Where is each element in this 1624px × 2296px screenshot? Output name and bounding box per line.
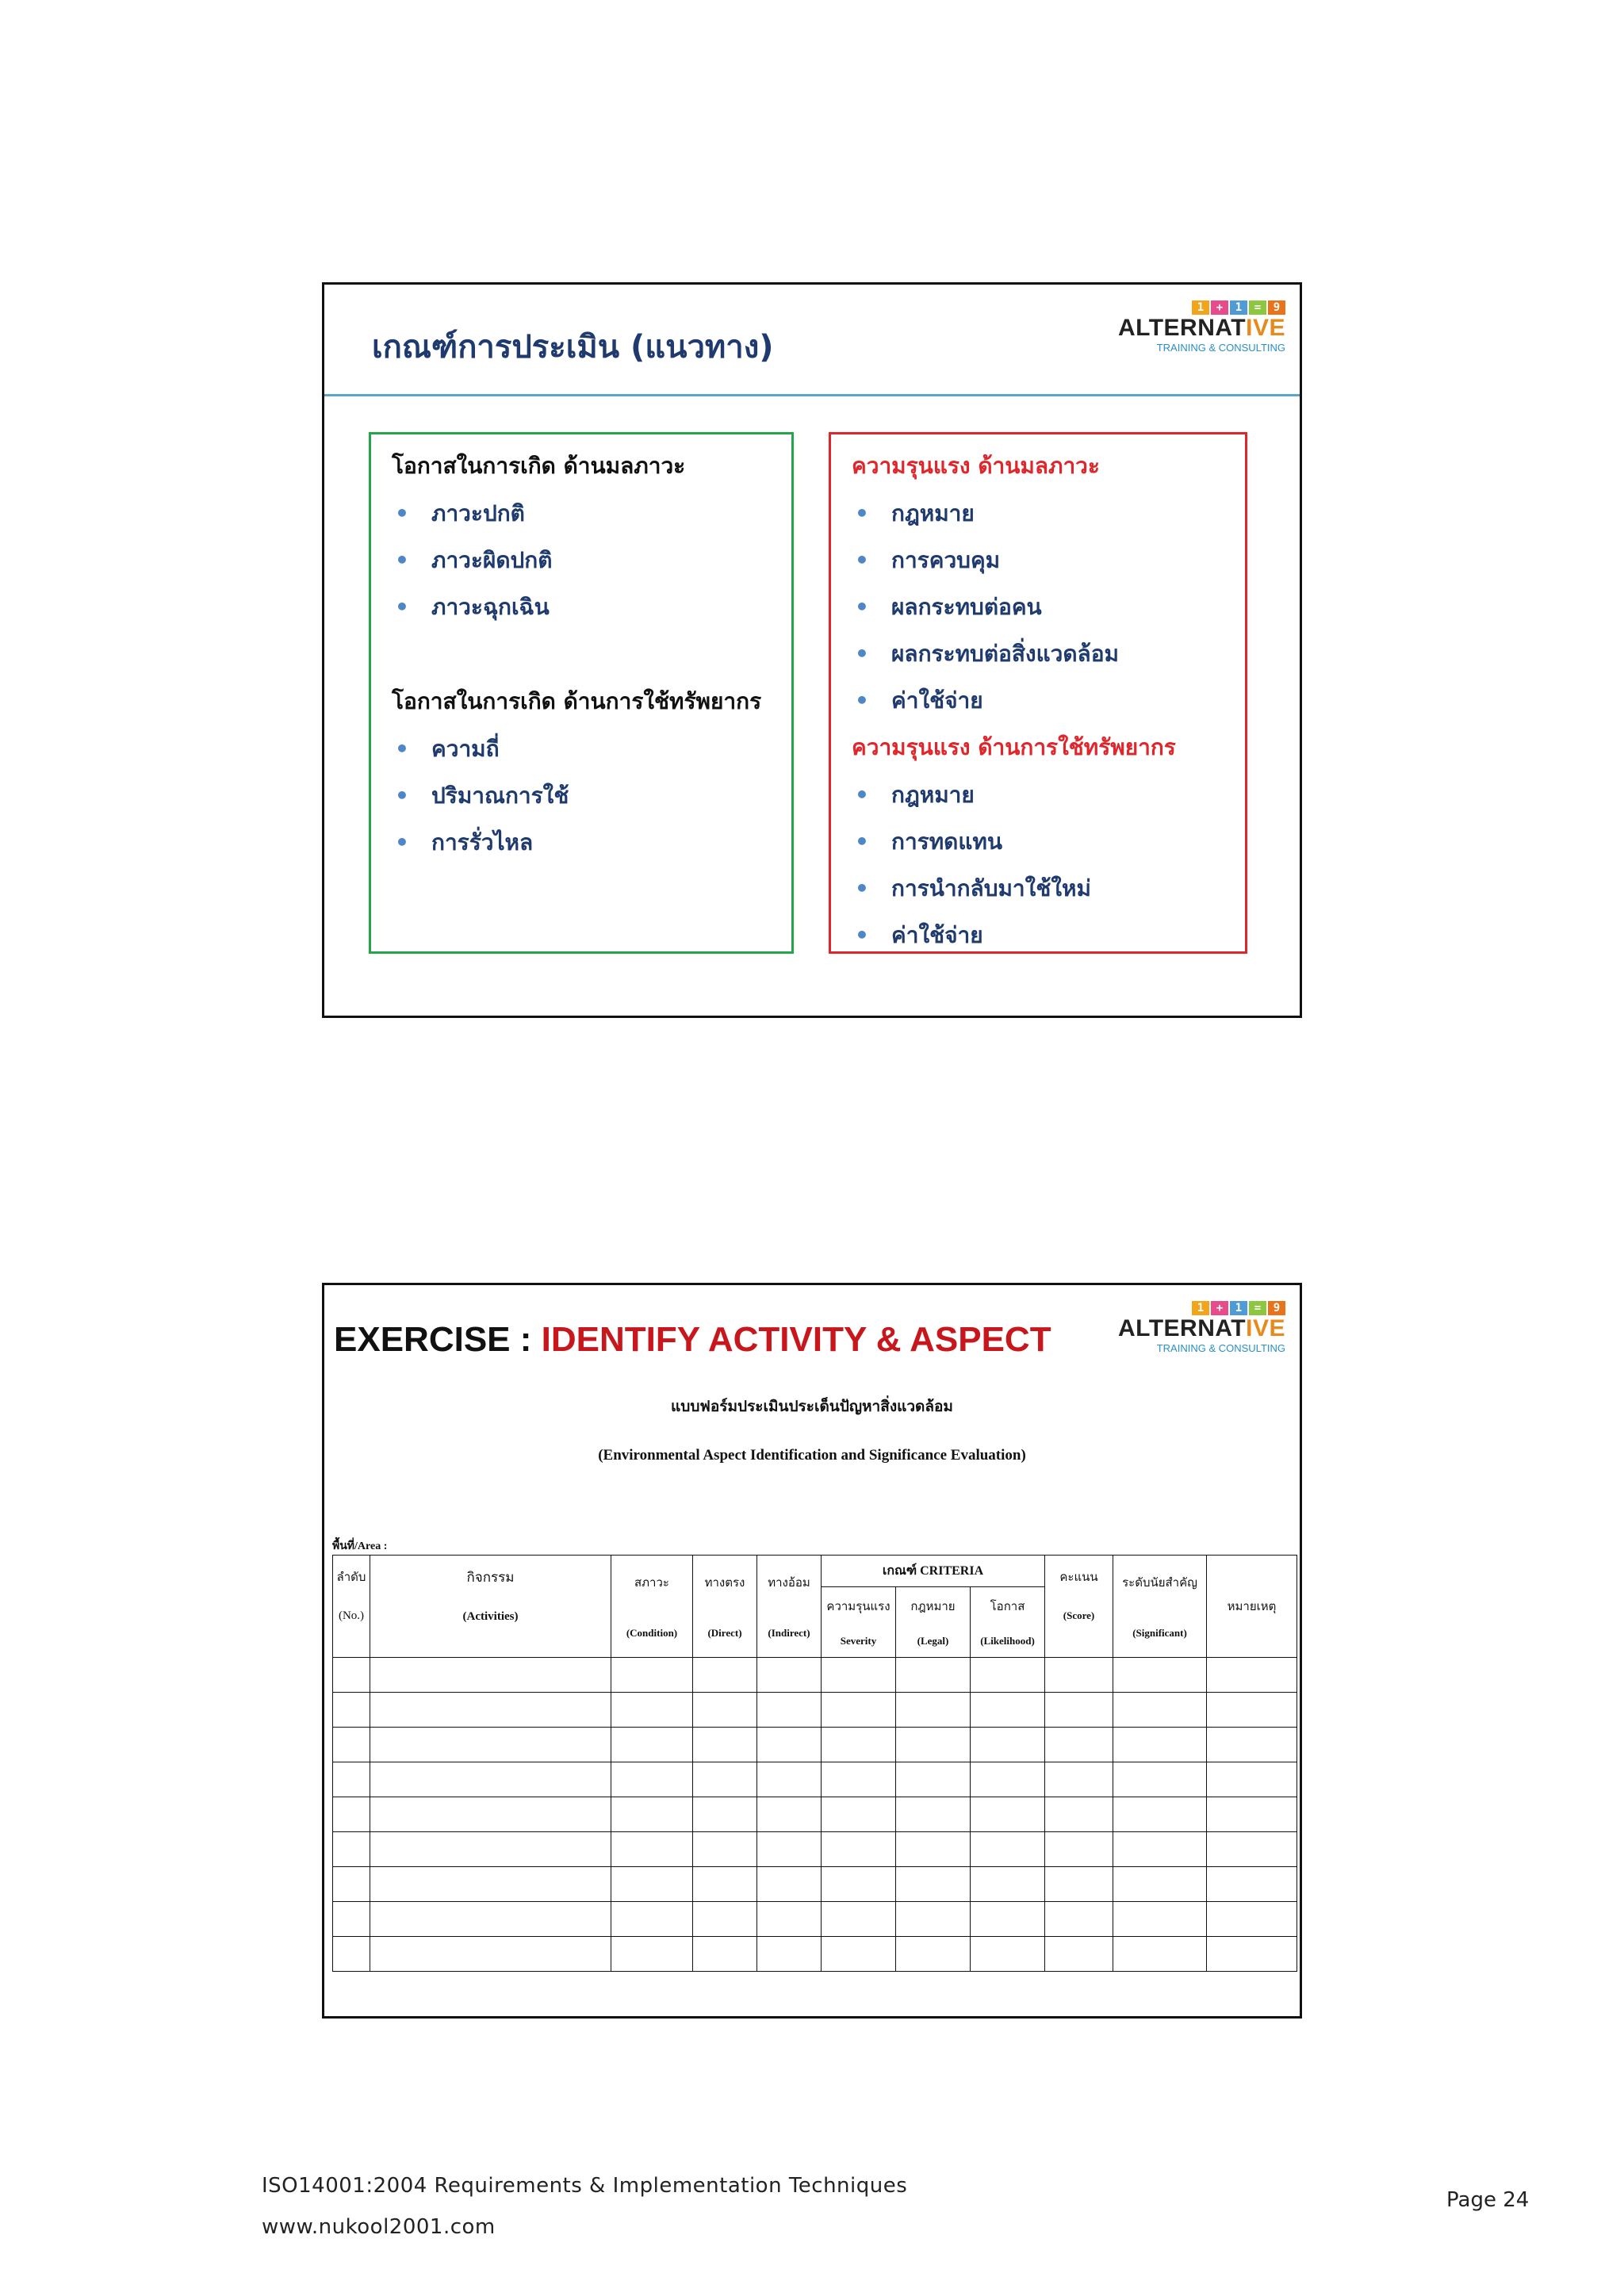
logo-block: + (1211, 1301, 1228, 1315)
logo-subtitle: TRAINING & CONSULTING (1156, 1342, 1285, 1354)
table-cell[interactable] (971, 1832, 1045, 1867)
table-cell[interactable] (896, 1902, 971, 1937)
bullet-icon: • (395, 594, 409, 620)
table-cell[interactable] (611, 1867, 693, 1902)
table-cell[interactable] (822, 1693, 896, 1728)
slide-title: เกณฑ์การประเมิน (แนวทาง) (372, 329, 774, 365)
col-header-score: คะแนน (Score) (1045, 1556, 1113, 1658)
table-cell[interactable] (693, 1728, 757, 1762)
logo-block: = (1249, 1301, 1266, 1315)
table-cell[interactable] (333, 1693, 370, 1728)
col-header-legal: กฎหมาย (Legal) (896, 1587, 971, 1658)
table-cell[interactable] (611, 1728, 693, 1762)
list-item: • การทดแทน (852, 818, 1224, 865)
table-cell[interactable] (1045, 1728, 1113, 1762)
table-cell[interactable] (370, 1902, 611, 1937)
table-cell[interactable] (896, 1693, 971, 1728)
slide-evaluation-criteria (322, 282, 1302, 1018)
table-cell[interactable] (333, 1902, 370, 1937)
likelihood-box (369, 432, 794, 954)
bullet-icon: • (855, 922, 869, 948)
table-cell[interactable] (1045, 1658, 1113, 1693)
logo-wordmark: ALTERNATIVE (1117, 315, 1285, 341)
bullet-icon: • (855, 828, 869, 855)
table-cell[interactable] (971, 1902, 1045, 1937)
list-item: • กฎหมาย (852, 771, 1224, 818)
table-cell[interactable] (1207, 1902, 1297, 1937)
table-row (333, 1728, 1297, 1762)
table-cell[interactable] (896, 1797, 971, 1832)
table-row (333, 1867, 1297, 1902)
table-cell[interactable] (1113, 1902, 1207, 1937)
table-cell[interactable] (1045, 1867, 1113, 1902)
list-item: • การนำกลับมาใช้ใหม่ (852, 865, 1224, 912)
list-item: • การรั่วไหล (392, 819, 771, 866)
col-header-direct: ทางตรง (Direct) (693, 1556, 757, 1658)
col-header-condition: สภาวะ (Condition) (611, 1556, 693, 1658)
table-cell[interactable] (822, 1762, 896, 1797)
table-cell[interactable] (757, 1902, 822, 1937)
table-cell[interactable] (611, 1797, 693, 1832)
box-heading: ความรุนแรง ด้านมลภาวะ (852, 453, 1100, 479)
table-cell[interactable] (1045, 1832, 1113, 1867)
table-cell[interactable] (822, 1867, 896, 1902)
bullet-icon: • (855, 641, 869, 667)
table-cell[interactable] (1207, 1937, 1297, 1972)
list-item: • กฎหมาย (852, 490, 1224, 537)
bullet-icon: • (855, 687, 869, 714)
slide-exercise (322, 1283, 1302, 2019)
box-heading: โอกาสในการเกิด ด้านการใช้ทรัพยากร (392, 688, 762, 714)
table-cell[interactable] (896, 1867, 971, 1902)
table-cell[interactable] (1207, 1797, 1297, 1832)
logo-block: 9 (1268, 1301, 1285, 1315)
logo-wordmark: ALTERNATIVE (1117, 1315, 1285, 1341)
table-cell[interactable] (971, 1867, 1045, 1902)
list-item: • ปริมาณการใช้ (392, 772, 771, 819)
table-cell[interactable] (757, 1728, 822, 1762)
table-cell[interactable] (333, 1797, 370, 1832)
title-divider (324, 394, 1300, 396)
logo-block: 1 (1192, 1301, 1209, 1315)
col-header-criteria: เกณฑ์ CRITERIA (822, 1556, 1045, 1587)
table-row (333, 1658, 1297, 1693)
col-header-remark: หมายเหตุ (1207, 1556, 1297, 1658)
table-cell[interactable] (693, 1832, 757, 1867)
table-cell[interactable] (333, 1658, 370, 1693)
form-title-english: (Environmental Aspect Identification and Significance Evaluation) (598, 1447, 1026, 1464)
table-cell[interactable] (1207, 1658, 1297, 1693)
evaluation-form-table (332, 1555, 1297, 1972)
table-cell[interactable] (333, 1762, 370, 1797)
col-header-significant: ระดับนัยสำคัญ (Significant) (1113, 1556, 1207, 1658)
table-cell[interactable] (611, 1937, 693, 1972)
table-row (333, 1762, 1297, 1797)
table-row (333, 1797, 1297, 1832)
table-cell[interactable] (370, 1728, 611, 1762)
table-cell[interactable] (611, 1902, 693, 1937)
table-cell[interactable] (822, 1832, 896, 1867)
table-cell[interactable] (822, 1937, 896, 1972)
table-row (333, 1693, 1297, 1728)
table-cell[interactable] (693, 1762, 757, 1797)
table-cell[interactable] (971, 1797, 1045, 1832)
logo-block: 9 (1268, 300, 1285, 315)
table-cell[interactable] (1045, 1693, 1113, 1728)
table-cell[interactable] (611, 1832, 693, 1867)
bullet-icon: • (855, 594, 869, 620)
table-row (333, 1937, 1297, 1972)
table-cell[interactable] (822, 1797, 896, 1832)
table-cell[interactable] (1045, 1797, 1113, 1832)
logo-blocks (1192, 1301, 1285, 1315)
table-cell[interactable] (896, 1832, 971, 1867)
logo-block: 1 (1192, 300, 1209, 315)
bullet-icon: • (855, 500, 869, 526)
list-item: • การควบคุม (852, 537, 1224, 584)
table-cell[interactable] (971, 1693, 1045, 1728)
table-cell[interactable] (1113, 1867, 1207, 1902)
table-cell[interactable] (693, 1797, 757, 1832)
table-cell[interactable] (1207, 1762, 1297, 1797)
logo-block: + (1211, 300, 1228, 315)
table-cell[interactable] (971, 1728, 1045, 1762)
table-cell[interactable] (1113, 1797, 1207, 1832)
col-header-indirect: ทางอ้อม (Indirect) (757, 1556, 822, 1658)
table-cell[interactable] (333, 1867, 370, 1902)
table-cell[interactable] (1113, 1762, 1207, 1797)
table-cell[interactable] (333, 1832, 370, 1867)
table-cell[interactable] (1113, 1832, 1207, 1867)
table-cell[interactable] (611, 1762, 693, 1797)
table-cell[interactable] (333, 1937, 370, 1972)
bullet-icon: • (395, 736, 409, 762)
table-cell[interactable] (896, 1937, 971, 1972)
table-cell[interactable] (971, 1658, 1045, 1693)
form-body (333, 1658, 1297, 1972)
alternative-logo (1117, 300, 1285, 354)
bullet-icon: • (855, 547, 869, 573)
bullet-icon: • (855, 782, 869, 808)
col-header-no: ลำดับ (No.) (333, 1556, 370, 1658)
table-cell[interactable] (1113, 1937, 1207, 1972)
footer-website: www.nukool2001.com (262, 2215, 496, 2239)
table-cell[interactable] (757, 1867, 822, 1902)
table-cell[interactable] (370, 1658, 611, 1693)
severity-box (829, 432, 1247, 954)
area-label: พื้นที่/Area : (332, 1540, 388, 1552)
table-cell[interactable] (333, 1728, 370, 1762)
slide-title: EXERCISE : IDENTIFY ACTIVITY & ASPECT (334, 1320, 1051, 1359)
table-cell[interactable] (1113, 1693, 1207, 1728)
logo-blocks (1192, 300, 1285, 315)
table-cell[interactable] (370, 1937, 611, 1972)
table-cell[interactable] (693, 1658, 757, 1693)
logo-block: = (1249, 300, 1266, 315)
table-cell[interactable] (1207, 1867, 1297, 1902)
table-cell[interactable] (693, 1937, 757, 1972)
table-cell[interactable] (757, 1832, 822, 1867)
table-cell[interactable] (822, 1728, 896, 1762)
form-title-thai: แบบฟอร์มประเมินประเด็นปัญหาสิ่งแวดล้อม (671, 1398, 953, 1415)
table-cell[interactable] (757, 1797, 822, 1832)
table-cell[interactable] (757, 1658, 822, 1693)
list-item: • ภาวะฉุกเฉิน (392, 584, 771, 630)
table-cell[interactable] (611, 1693, 693, 1728)
table-cell[interactable] (757, 1937, 822, 1972)
table-cell[interactable] (1113, 1658, 1207, 1693)
table-cell[interactable] (822, 1658, 896, 1693)
table-cell[interactable] (1045, 1937, 1113, 1972)
table-cell[interactable] (370, 1797, 611, 1832)
list-item: • ภาวะผิดปกติ (392, 537, 771, 584)
table-cell[interactable] (896, 1658, 971, 1693)
list-item: • ค่าใช้จ่าย (852, 912, 1224, 959)
bullet-icon: • (395, 783, 409, 809)
table-cell[interactable] (693, 1867, 757, 1902)
col-header-severity: ความรุนแรง Severity (822, 1587, 896, 1658)
list-item: • ผลกระทบต่อสิ่งแวดล้อม (852, 630, 1224, 677)
logo-subtitle: TRAINING & CONSULTING (1156, 342, 1285, 354)
col-header-activities: กิจกรรม (Activities) (370, 1556, 611, 1658)
table-cell[interactable] (896, 1762, 971, 1797)
table-cell[interactable] (896, 1728, 971, 1762)
bullet-icon: • (395, 500, 409, 526)
table-cell[interactable] (1207, 1832, 1297, 1867)
table-cell[interactable] (1207, 1693, 1297, 1728)
table-cell[interactable] (370, 1832, 611, 1867)
bullet-icon: • (855, 875, 869, 901)
list-item: • ผลกระทบต่อคน (852, 584, 1224, 630)
table-cell[interactable] (370, 1867, 611, 1902)
page-number: Page 24 (1446, 2188, 1530, 2212)
bullet-icon: • (395, 829, 409, 855)
logo-block: 1 (1230, 1301, 1247, 1315)
list-item: • ภาวะปกติ (392, 490, 771, 537)
table-cell[interactable] (611, 1658, 693, 1693)
box-heading: โอกาสในการเกิด ด้านมลภาวะ (392, 453, 686, 479)
table-cell[interactable] (693, 1902, 757, 1937)
table-cell[interactable] (971, 1762, 1045, 1797)
table-row (333, 1902, 1297, 1937)
table-cell[interactable] (1207, 1728, 1297, 1762)
table-cell[interactable] (370, 1762, 611, 1797)
table-cell[interactable] (757, 1762, 822, 1797)
table-row (333, 1832, 1297, 1867)
table-cell[interactable] (1045, 1762, 1113, 1797)
table-cell[interactable] (1113, 1728, 1207, 1762)
bullet-icon: • (395, 547, 409, 573)
table-cell[interactable] (1045, 1902, 1113, 1937)
table-cell[interactable] (370, 1693, 611, 1728)
list-item: • ค่าใช้จ่าย (852, 677, 1224, 724)
table-cell[interactable] (971, 1937, 1045, 1972)
footer-course-title: ISO14001:2004 Requirements & Implementation Techniques (262, 2174, 908, 2198)
alternative-logo (1117, 1301, 1285, 1354)
table-cell[interactable] (822, 1902, 896, 1937)
logo-block: 1 (1230, 300, 1247, 315)
table-cell[interactable] (757, 1693, 822, 1728)
table-cell[interactable] (693, 1693, 757, 1728)
col-header-likelihood: โอกาส (Likelihood) (971, 1587, 1045, 1658)
box-heading: ความรุนแรง ด้านการใช้ทรัพยากร (852, 734, 1176, 760)
list-item: • ความถี่ (392, 725, 771, 772)
